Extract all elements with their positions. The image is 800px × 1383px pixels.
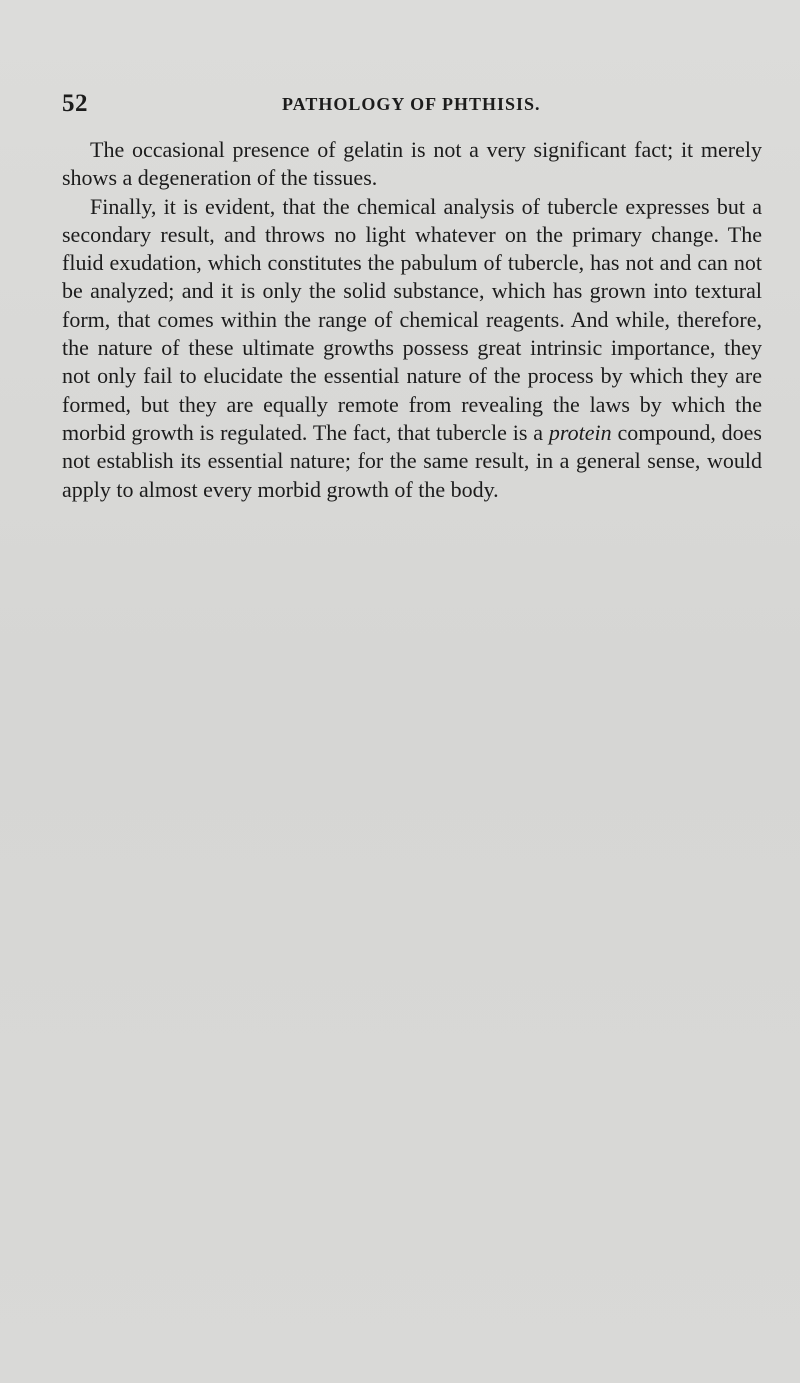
- emphasis-protein: protein: [548, 419, 612, 445]
- paragraph-text-before: Finally, it is evident, that the chemical analysis of tubercle expresses but a secondary result, and throws no light whatever on the primary change. The fluid exudation, which constitutes the pabulum of tubercle, has not and can not be analyzed; and it is only the solid substance, which has grown into textural form, that comes within the range of chemical reagents. And while, therefore, the nature of these ultimate growths possess great intrinsic importance, they not only fail to elucidate the essential nature of the process by which they are formed, but they are equally remote from revealing the laws by which the morbid growth is regulated. The fact, that tubercle is a: [62, 193, 762, 445]
- paragraph-text-after: compound, does not establish its essential nature; for the same result, in a general sense, would apply to almost every morbid growth of the body.: [62, 419, 762, 502]
- body-text: [62, 136, 762, 504]
- paragraph-gelatin: [62, 136, 762, 193]
- page-header: [62, 90, 762, 120]
- paragraph-text: The occasional presence of gelatin is not a very significant fact; it merely shows a degeneration of the tissues.: [62, 137, 762, 191]
- paragraph-chemical-analysis: [62, 193, 762, 504]
- running-head: PATHOLOGY OF PHTHISIS.: [282, 94, 541, 114]
- page-number: 52: [62, 90, 88, 117]
